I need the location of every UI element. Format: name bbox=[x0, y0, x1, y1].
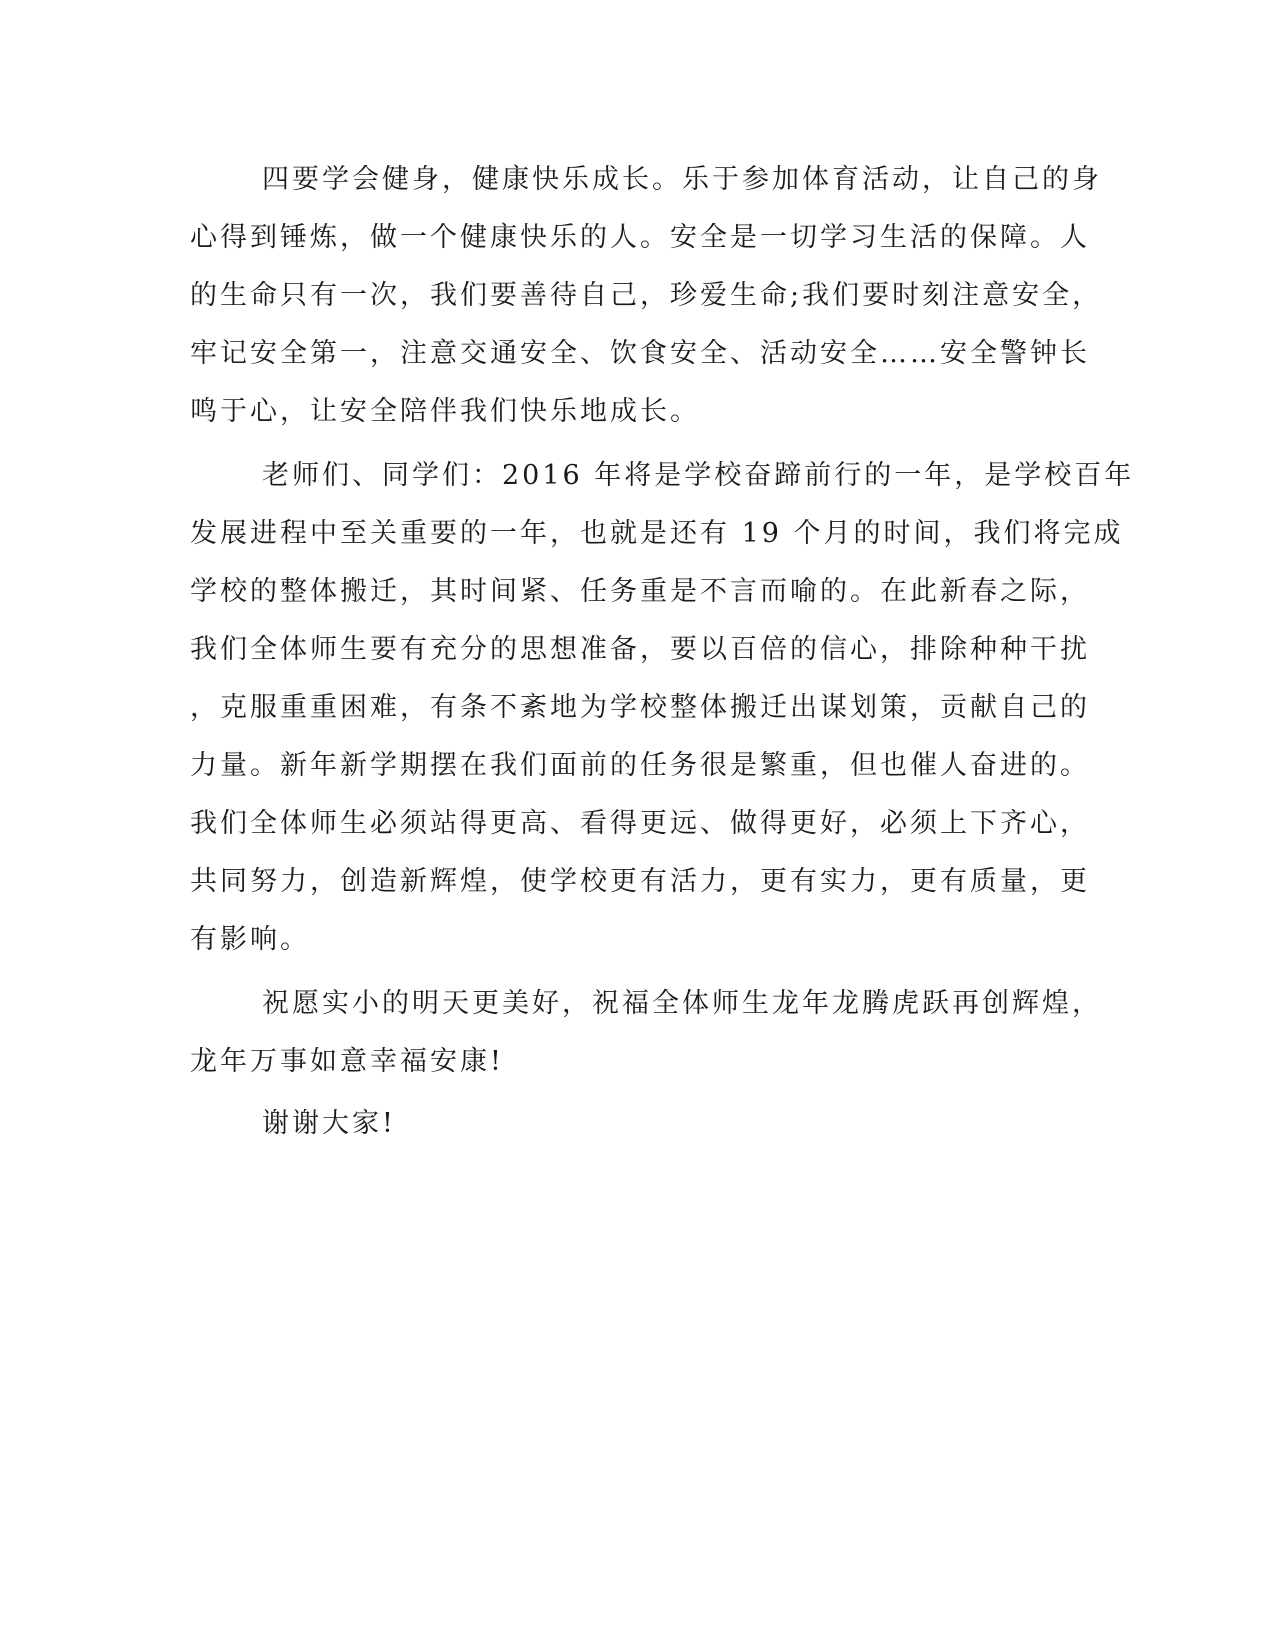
closing-line: 谢谢大家! bbox=[262, 1108, 396, 1139]
paragraph-line: 祝愿实小的明天更美好，祝福全体师生龙年龙腾虎跃再创辉煌， bbox=[262, 988, 1102, 1019]
paragraph-line: 力量。新年新学期摆在我们面前的任务很是繁重，但也催人奋进的。 bbox=[190, 750, 1090, 781]
paragraph-line: 的生命只有一次，我们要善待自己，珍爱生命;我们要时刻注意安全， bbox=[190, 280, 1103, 311]
paragraph-line: 牢记安全第一，注意交通安全、饮食安全、活动安全……安全警钟长 bbox=[190, 338, 1090, 369]
paragraph-line: 我们全体师生要有充分的思想准备，要以百倍的信心，排除种种干扰 bbox=[190, 634, 1090, 665]
paragraph-line: 龙年万事如意幸福安康! bbox=[190, 1046, 504, 1077]
paragraph-line: 学校的整体搬迁，其时间紧、任务重是不言而喻的。在此新春之际， bbox=[190, 576, 1090, 607]
paragraph-line: ，克服重重困难，有条不紊地为学校整体搬迁出谋划策，贡献自己的 bbox=[190, 692, 1090, 723]
paragraph-line: 鸣于心，让安全陪伴我们快乐地成长。 bbox=[190, 396, 700, 427]
paragraph-line: 四要学会健身，健康快乐成长。乐于参加体育活动，让自己的身 bbox=[262, 164, 1102, 195]
paragraph-line: 老师们、同学们：2016 年将是学校奋蹄前行的一年，是学校百年 bbox=[262, 460, 1135, 491]
paragraph-line: 发展进程中至关重要的一年，也就是还有 19 个月的时间，我们将完成 bbox=[190, 518, 1124, 549]
paragraph-line: 心得到锤炼，做一个健康快乐的人。安全是一切学习生活的保障。人 bbox=[190, 222, 1090, 253]
paragraph-line: 有影响。 bbox=[190, 924, 310, 955]
paragraph-line: 我们全体师生必须站得更高、看得更远、做得更好，必须上下齐心， bbox=[190, 808, 1090, 839]
paragraph-line: 共同努力，创造新辉煌，使学校更有活力，更有实力，更有质量，更 bbox=[190, 866, 1090, 897]
